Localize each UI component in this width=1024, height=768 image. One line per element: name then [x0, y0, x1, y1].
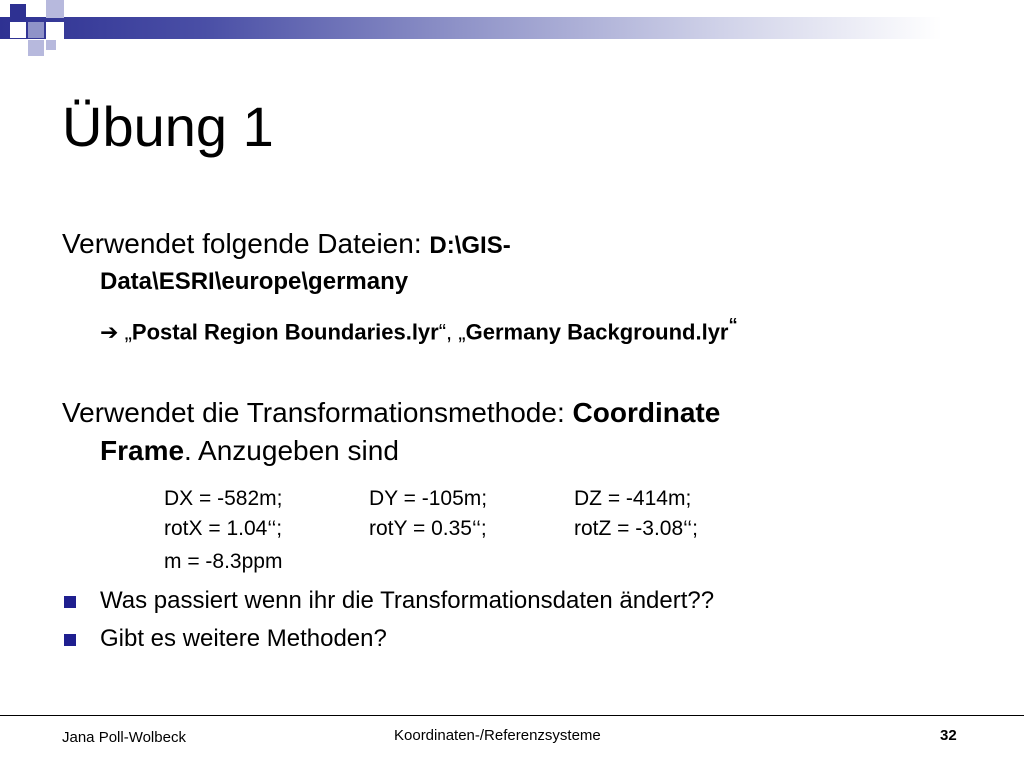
- layer-open-quote: „: [124, 319, 132, 345]
- list-item-text: Was passiert wenn ihr die Transformationsdaten ändert??: [100, 587, 715, 614]
- layer-close-quote: “: [728, 314, 738, 335]
- page-number: 32: [940, 727, 957, 744]
- method-name-part1: Coordinate: [572, 397, 721, 428]
- method-name-part2: Frame: [100, 435, 185, 466]
- square-bullet-icon: [64, 596, 76, 608]
- layer-file-1: Postal Region Boundaries.lyr: [131, 319, 439, 345]
- method-intro: Verwendet die Transformationsmethode:: [62, 397, 573, 428]
- layer-separator: “, „: [438, 319, 466, 345]
- list-item: [62, 620, 714, 658]
- header-square: [10, 4, 26, 20]
- files-line-1: [62, 226, 702, 264]
- square-bullet-icon: [64, 634, 76, 646]
- params-row-rotation: [164, 514, 779, 544]
- files-path-part1: D:\GIS-: [429, 232, 511, 259]
- header-square: [28, 0, 44, 16]
- slide-title: Übung 1: [62, 95, 274, 158]
- param-m: m = -8.3ppm: [164, 550, 283, 573]
- list-item: [62, 582, 714, 620]
- files-paragraph: [62, 226, 702, 300]
- method-paragraph: [62, 394, 942, 470]
- param-rotz: rotZ = -3.08‘‘;: [574, 517, 698, 540]
- layer-files-line: [100, 310, 738, 347]
- header-square: [28, 40, 44, 56]
- param-rotx: rotX = 1.04‘‘;: [164, 517, 283, 540]
- param-dy: DY = -105m;: [369, 487, 488, 510]
- arrow-right-icon: ➔: [100, 319, 119, 345]
- param-dz: DZ = -414m;: [574, 487, 692, 510]
- header-gradient-band: [0, 17, 1024, 39]
- header-square: [10, 22, 26, 38]
- question-list: [62, 582, 714, 658]
- param-dx: DX = -582m;: [164, 487, 283, 510]
- footer-divider: [0, 715, 1024, 716]
- footer-topic: Koordinaten-/Referenzsysteme: [394, 727, 601, 744]
- header-square: [46, 22, 64, 40]
- files-intro: Verwendet folgende Dateien:: [62, 228, 430, 259]
- files-path-part2: Data\ESRI\europe\germany: [100, 268, 409, 295]
- layer-file-2: Germany Background.lyr: [465, 319, 729, 345]
- param-roty: rotY = 0.35‘‘;: [369, 517, 487, 540]
- transformation-parameters: [164, 484, 779, 577]
- method-line-2: [62, 432, 942, 470]
- header-square: [28, 22, 44, 38]
- header-square: [46, 40, 56, 50]
- header-square: [46, 0, 64, 18]
- params-row-translation: [164, 484, 779, 514]
- list-item-text: Gibt es weitere Methoden?: [100, 625, 387, 652]
- method-line-1: [62, 394, 942, 432]
- footer-author: Jana Poll-Wolbeck: [62, 729, 186, 746]
- method-suffix: . Anzugeben sind: [184, 435, 399, 466]
- params-row-scale: [164, 547, 779, 577]
